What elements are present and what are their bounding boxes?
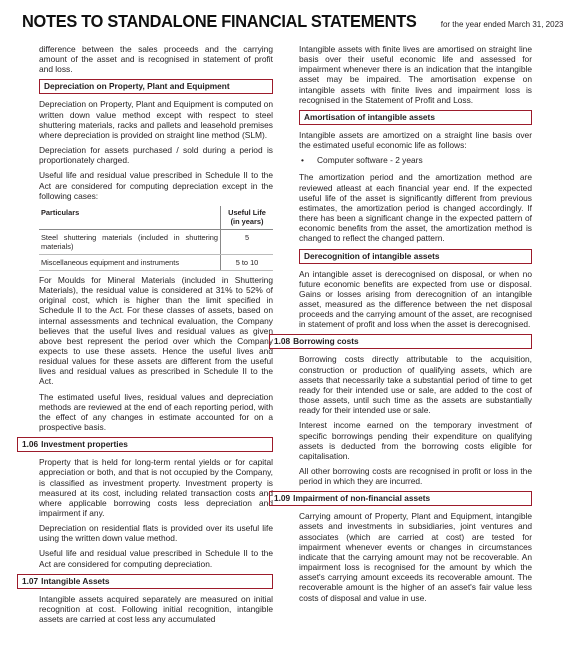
- page-title: NOTES TO STANDALONE FINANCIAL STATEMENTS: [22, 11, 417, 31]
- table-header-row: [39, 206, 273, 230]
- heading-label: Depreciation on Property, Plant and Equipment: [44, 81, 230, 92]
- section-heading-amortisation: [299, 110, 532, 125]
- paragraph: An intangible asset is derecognised on disposal, or when no future economic benefits are expected from use or disposal. Gains or losses arising from derecognition of an intangible asset, measured as the difference between the net disposal proceeds and the carrying amount of the asset, are recognised in statement of profit and loss when the asset is derecognised.: [299, 268, 532, 330]
- paragraph: Useful life and residual value prescribed in Schedule II to the Act are considered for computing depreciation except in the following cases:: [39, 170, 273, 201]
- cell-particulars: Miscellaneous equipment and instruments: [39, 254, 221, 270]
- heading-label: Amortisation of intangible assets: [304, 111, 435, 122]
- cell-life: 5 to 10: [221, 254, 274, 270]
- paragraph: Intangible assets are amortized on a straight line basis over the estimated useful economic life as follows:: [299, 129, 532, 151]
- section-heading-depreciation: [39, 79, 273, 94]
- paragraph: Interest income earned on the temporary investment of specific borrowings pending their expenditure on qualifying assets is deducted from the borrowing costs eligible for capitalisation.: [299, 420, 532, 461]
- section-heading-investment-properties: [17, 437, 273, 452]
- table-row: [39, 254, 273, 270]
- section-heading-derecognition: [299, 249, 532, 264]
- cell-life: 5: [221, 229, 274, 254]
- heading-label: Intangible Assets: [41, 575, 110, 586]
- paragraph: Intangible assets with finite lives are amortised on straight line basis over their useful economic life and assessed for impairment whenever there is an indication that the intangible asset may be impaired. The amortisation expense on intangible assets with finite lives and impairment loss is recognised in the Statement of Profit and Loss.: [299, 44, 532, 105]
- column-header-particulars: Particulars: [39, 206, 221, 230]
- column-header-useful-life: Useful Life (in years): [221, 206, 274, 230]
- heading-number: 1.08: [274, 336, 291, 347]
- heading-label: Borrowing costs: [293, 336, 359, 347]
- section-heading-borrowing-costs: [269, 334, 532, 349]
- paragraph: Depreciation on residential flats is provided over its useful life using the written down value method.: [39, 523, 273, 544]
- paragraph: Property that is held for long-term rental yields or for capital appreciation or both, and that is not occupied by the Company, is classified as investment property. Investment property is measured at its cost, including related transaction costs and where applicable borrowing costs less depreciation and impairment if any.: [39, 457, 273, 518]
- paragraph: Borrowing costs directly attributable to the acquisition, construction or production of qualifying assets, which are assets that necessarily take a substantial period of time to get ready for their intended use or sale, are added to the cost of those assets, until such time as the assets are substantially ready for their intended use or sale.: [299, 354, 532, 416]
- section-heading-impairment: [269, 491, 532, 506]
- paragraph: Depreciation on Property, Plant and Equipment is computed on written down value method except with respect to steel shuttering materials, racks and pallets and leasehold premises where depreciation is provided on straight line method (SLM).: [39, 99, 273, 140]
- useful-life-table: [39, 206, 273, 271]
- page-subtitle: for the year ended March 31, 2023: [440, 20, 563, 29]
- paragraph: All other borrowing costs are recognised in profit or loss in the period in which they are incurred.: [299, 466, 532, 487]
- right-column: [274, 44, 532, 608]
- amortisation-list: [299, 155, 532, 165]
- section-heading-intangible-assets: [17, 574, 273, 589]
- paragraph: difference between the sales proceeds and the carrying amount of the asset and is recognised in statement of profit and loss.: [39, 44, 273, 75]
- left-column: [22, 44, 273, 629]
- page-header: [22, 11, 563, 32]
- paragraph: Carrying amount of Property, Plant and Equipment, intangible assets and investments in subsidiaries, joint ventures and associates (which are carried at cost) are tested for impairment whenever events or changes in circumstances indicate that the carrying amount may not be recoverable. An impairment loss is recognised for the amount by which the asset's carrying amount exceeds its recoverable amount. The recoverable amount is the higher of an asset's fair value less costs of disposal and value in use.: [299, 511, 532, 603]
- heading-label: Investment properties: [41, 439, 128, 450]
- paragraph: Intangible assets acquired separately are measured on initial recognition at cost. Following initial recognition, intangible assets are carried at cost less any accumulated: [39, 593, 273, 625]
- heading-number: 1.07: [22, 575, 39, 586]
- cell-particulars: Steel shuttering materials (included in shuttering materials): [39, 229, 221, 254]
- heading-label: Derecognition of intangible assets: [304, 250, 440, 261]
- paragraph: Useful life and residual value prescribed in Schedule II to the Act are considered for computing depreciation.: [39, 548, 273, 569]
- heading-number: 1.09: [274, 493, 291, 504]
- table-row: [39, 229, 273, 254]
- paragraph: For Moulds for Mineral Materials (included in Shuttering Materials), the residual value is considered at 31% to 52% of original cost, which is higher than the limit specified in Schedule II to the Act. For these classes of assets, based on internal assessments and technical evaluation, the Company believes that the useful lives and residual values as given above best represent the period over which the Company expects to use these assets. Hence the useful lives and residual values for these assets are different from the useful lives and residual values as prescribed in Schedule II to the Act.: [39, 274, 273, 387]
- paragraph: The amortization period and the amortization method are reviewed atleast at each financial year end. If the expected useful life of the asset is significantly different from previous estimates, the amortization period is changed accordingly. If there has been a significant change in the expected pattern of economic benefits from the asset, the amortization method is changed to reflect the changed pattern.: [299, 172, 532, 244]
- list-item: • Computer software - 2 years: [299, 155, 532, 165]
- heading-number: 1.06: [22, 439, 39, 450]
- paragraph: Depreciation for assets purchased / sold during a period is proportionately charged.: [39, 145, 273, 166]
- paragraph: The estimated useful lives, residual values and depreciation methods are reviewed at the end of each reporting period, with the effect of any changes in estimate accounted for on a prospective basis.: [39, 391, 273, 433]
- heading-label: Impairment of non-financial assets: [293, 493, 431, 504]
